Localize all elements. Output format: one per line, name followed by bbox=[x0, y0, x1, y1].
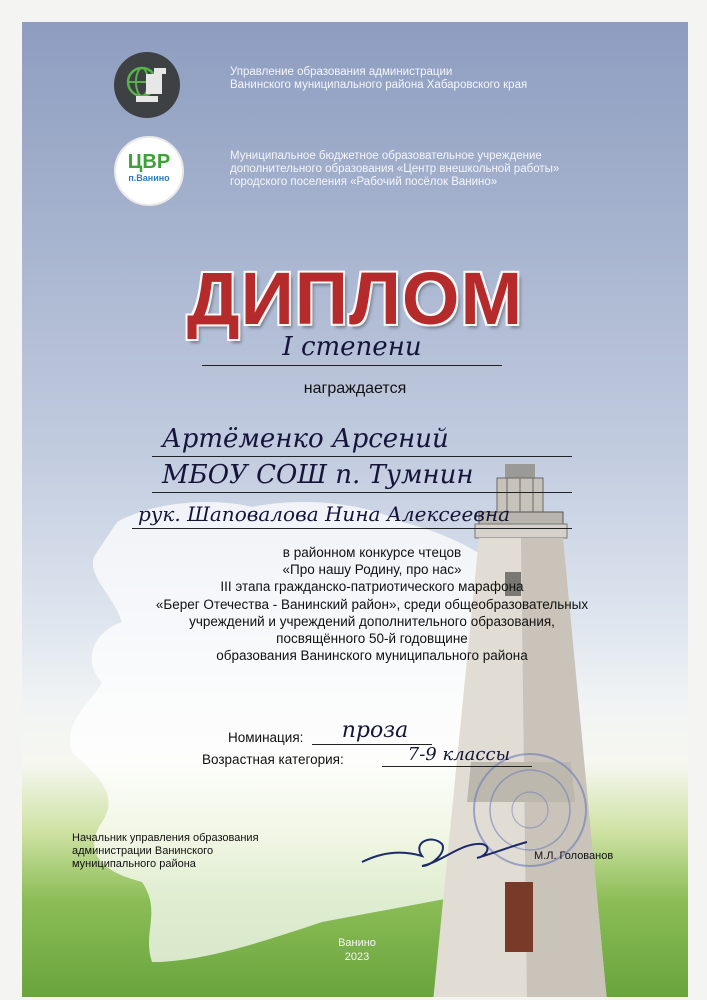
cvr-logo-town: п.Ванино bbox=[128, 173, 170, 183]
lighthouse-image bbox=[417, 462, 647, 997]
education-department-logo bbox=[114, 52, 180, 118]
signatory-position-line-2: администрации Ванинского bbox=[72, 845, 214, 857]
awarded-label: награждается bbox=[303, 380, 407, 397]
age-category-label: Возрастная категория: bbox=[202, 752, 344, 767]
cvr-logo-abbr: ЦВР bbox=[127, 151, 171, 173]
cvr-logo bbox=[114, 136, 184, 206]
body-line-1: в районном конкурсе чтецов bbox=[282, 545, 462, 560]
age-category-value: 7-9 классы bbox=[407, 744, 511, 765]
recipient-name: Артёменко Арсений bbox=[162, 424, 449, 454]
degree-handwritten: I степени bbox=[282, 332, 422, 362]
footer-year: 2023 bbox=[344, 951, 370, 963]
org1-text bbox=[230, 66, 527, 92]
nomination-value: проза bbox=[341, 718, 409, 743]
recipient-school: МБОУ СОШ п. Тумнин bbox=[162, 460, 474, 490]
body-line-6: посвящённого 50-й годовщине bbox=[276, 631, 468, 647]
footer-city: Ванино bbox=[338, 937, 376, 949]
org2-text bbox=[230, 150, 559, 189]
globe-computer-icon bbox=[114, 52, 180, 118]
body-line-4: «Берег Отечества - Ванинский район», среди общеобразовательных bbox=[155, 596, 589, 612]
diploma-sheet bbox=[22, 22, 688, 997]
supervisor-name: рук. Шаповалова Нина Алексеевна bbox=[138, 502, 511, 526]
signatory-position-line-1: Начальник управления образования bbox=[72, 832, 259, 844]
org2-line-3: городского поселения «Рабочий посёлок Ванино» bbox=[230, 176, 498, 188]
supervisor-underline bbox=[132, 528, 572, 529]
org2-line-2: дополнительного образования «Центр внешкольной работы» bbox=[230, 163, 560, 175]
org1-line-1: Управление образования администрации bbox=[230, 66, 453, 78]
competition-description bbox=[112, 544, 632, 664]
signature bbox=[352, 822, 532, 882]
degree-underline bbox=[202, 365, 502, 366]
footer-place-date bbox=[322, 936, 392, 964]
org1-line-2: Ванинского муниципального района Хабаровского края bbox=[230, 79, 528, 91]
body-line-5: учреждений и учреждений дополнительного образования, bbox=[189, 613, 555, 629]
org2-line-1: Муниципальное бюджетное образовательное учреждение bbox=[230, 150, 542, 162]
age-category-underline bbox=[382, 766, 532, 767]
diploma-title: ДИПЛОМ bbox=[186, 257, 524, 340]
signatory-name: М.Л. Голованов bbox=[534, 850, 614, 862]
signatory-position bbox=[72, 832, 259, 871]
body-line-7: образования Ванинского муниципального района bbox=[216, 648, 528, 664]
signatory-position-line-3: муниципального района bbox=[72, 858, 196, 870]
recipient-name-underline bbox=[152, 456, 572, 457]
body-line-2: «Про нашу Родину, про нас» bbox=[282, 562, 462, 578]
recipient-school-underline bbox=[152, 492, 572, 493]
nomination-label: Номинация: bbox=[228, 730, 304, 745]
body-line-3: III этапа гражданско-патриотического марафона bbox=[220, 579, 524, 595]
